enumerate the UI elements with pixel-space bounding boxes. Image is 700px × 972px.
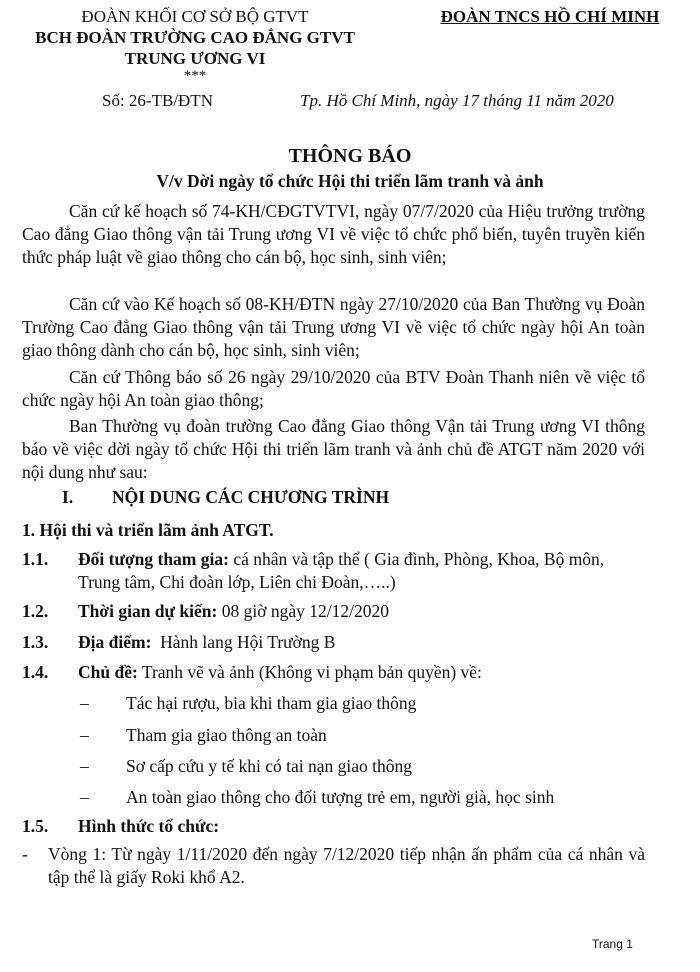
item-text: Hành lang Hội Trường B bbox=[151, 632, 336, 652]
topic-text: An toàn giao thông cho đối tượng trẻ em, người già, học sinh bbox=[126, 787, 555, 807]
dash-marker: - bbox=[22, 844, 28, 864]
item-format bbox=[22, 815, 645, 838]
topic-item bbox=[80, 755, 645, 778]
topic-item bbox=[80, 724, 645, 747]
issuer-stars: *** bbox=[183, 68, 207, 84]
round-text: Vòng 1: Từ ngày 1/11/2020 đến ngày 7/12/2020 tiếp nhận ấn phẩm của cá nhân và tập thể là giấy Roki khổ A2. bbox=[48, 844, 645, 887]
dash-marker: – bbox=[80, 756, 89, 776]
item-participants bbox=[22, 548, 645, 594]
document-title: THÔNG BÁO bbox=[288, 145, 412, 167]
paragraph-1: Căn cứ kế hoạch số 74-KH/CĐGTVTVI, ngày 07/7/2020 của Hiệu trưởng trường Cao đẳng Giao thông vận tải Trung ương VI về việc tổ chức phổ biến, tuyên truyền kiến thức pháp luật về giao thông cho cán bộ, học sinh, sinh viên; bbox=[22, 201, 645, 267]
organization-block bbox=[410, 6, 690, 27]
item-label: Hình thức tổ chức: bbox=[78, 816, 220, 836]
item-theme bbox=[22, 661, 645, 684]
item-label: Thời gian dự kiến: bbox=[78, 601, 218, 621]
item-location bbox=[22, 631, 645, 654]
item-number: 1.1. bbox=[22, 549, 49, 569]
issuer-line-1: ĐOÀN KHỐI CƠ SỞ BỘ GTVT bbox=[81, 7, 309, 26]
issuer-line-2: BCH ĐOÀN TRƯỜNG CAO ĐẲNG GTVT bbox=[35, 28, 355, 47]
subsection-heading: 1. Hội thi và triển lãm ảnh ATGT. bbox=[22, 520, 274, 540]
dash-marker: – bbox=[80, 725, 89, 745]
issuer-block bbox=[20, 6, 370, 83]
paragraph-2: Căn cứ vào Kế hoạch số 08-KH/ĐTN ngày 27/10/2020 của Ban Thường vụ Đoàn Trường Cao đẳng Giao thông vận tải Trung ương VI về việc tổ chức ngày hội An toàn giao thông dành cho cán bộ, học sinh, sinh viên; bbox=[22, 294, 645, 360]
item-number: 1.5. bbox=[22, 816, 49, 836]
document-subtitle: V/v Dời ngày tổ chức Hội thi triển lãm tranh và ảnh bbox=[156, 171, 544, 191]
topic-item bbox=[80, 692, 645, 715]
item-number: 1.2. bbox=[22, 601, 49, 621]
item-number: 1.3. bbox=[22, 632, 49, 652]
dash-marker: – bbox=[80, 787, 89, 807]
page-number: Trang 1 bbox=[592, 937, 633, 951]
round-1 bbox=[22, 843, 645, 889]
topic-text: Tham gia giao thông an toàn bbox=[126, 725, 327, 745]
section-label: NỘI DUNG CÁC CHƯƠNG TRÌNH bbox=[112, 487, 390, 507]
item-number: 1.4. bbox=[22, 662, 49, 682]
item-text: cá nhân và tập thể ( Gia đình, Phòng, Khoa, Bộ môn, Trung tâm, Chi đoàn lớp, Liên chi Đoàn,…..) bbox=[78, 549, 605, 592]
paragraph-3: Căn cứ Thông báo số 26 ngày 29/10/2020 của BTV Đoàn Thanh niên về việc tổ chức ngày hội An toàn giao thông; bbox=[22, 367, 645, 410]
item-label: Đối tượng tham gia: bbox=[78, 549, 229, 569]
organization-name: ĐOÀN TNCS HỒ CHÍ MINH bbox=[440, 7, 660, 26]
topic-text: Sơ cấp cứu y tế khi có tai nạn giao thông bbox=[126, 756, 413, 776]
paragraph-4: Ban Thường vụ đoàn trường Cao đẳng Giao thông Vận tải Trung ương VI thông báo về việc dời ngày tổ chức Hội thi triển lãm tranh và ảnh chủ đề ATGT năm 2020 với nội dung như sau: bbox=[22, 416, 645, 482]
item-text: Tranh vẽ và ảnh (Không vi phạm bản quyền) về: bbox=[137, 662, 482, 682]
topic-text: Tác hại rượu, bia khi tham gia giao thông bbox=[126, 693, 417, 713]
document-number: Số: 26-TB/ĐTN bbox=[102, 91, 213, 110]
date-line: Tp. Hồ Chí Minh, ngày 17 tháng 11 năm 2020 bbox=[300, 91, 614, 110]
item-label: Chủ đề: bbox=[78, 662, 138, 682]
item-time bbox=[22, 600, 645, 623]
section-number: I. bbox=[62, 487, 74, 507]
item-text: 08 giờ ngày 12/12/2020 bbox=[217, 601, 389, 621]
item-label: Địa điểm: bbox=[78, 632, 152, 652]
section-heading bbox=[62, 487, 389, 508]
topic-item bbox=[80, 786, 645, 809]
dash-marker: – bbox=[80, 693, 89, 713]
issuer-line-3: TRUNG ƯƠNG VI bbox=[124, 49, 266, 68]
